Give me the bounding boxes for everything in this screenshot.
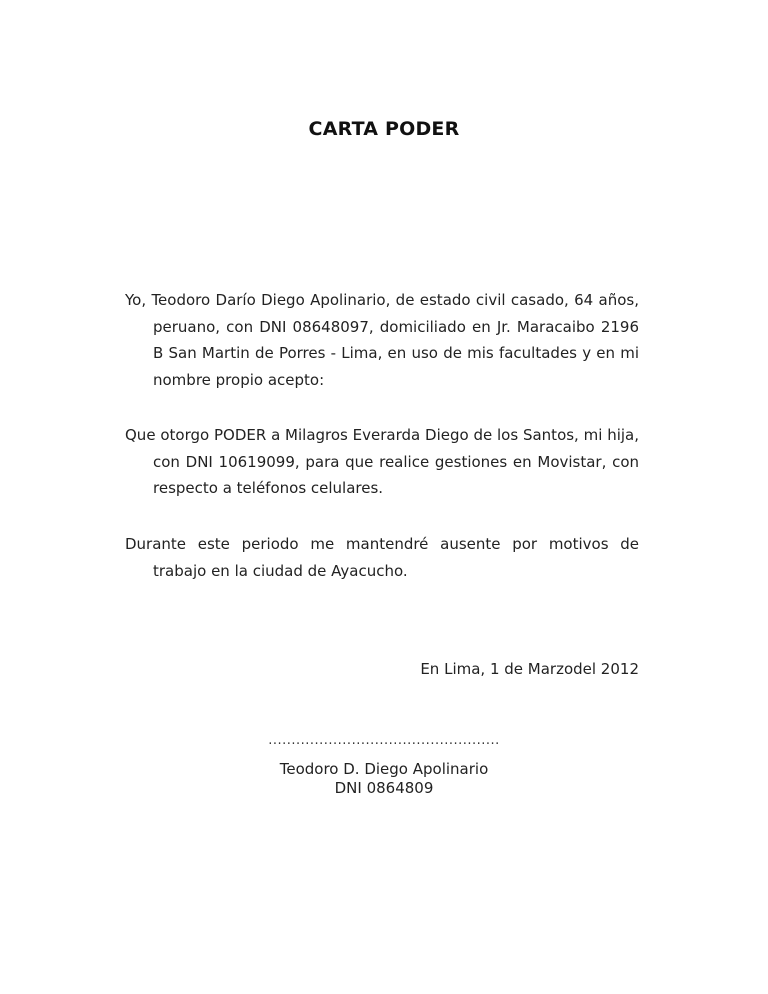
signatory-name: Teodoro D. Diego Apolinario — [279, 760, 489, 778]
paragraph-identity: Yo, Teodoro Darío Diego Apolinario, de estado civil casado, 64 años, peruano, con DNI 08648097, domiciliado en Jr. Maracaibo 2196 B San Martin de Porres - Lima, en uso de mis facultades y en mi nombre propio acepto: — [125, 291, 639, 389]
signatory-dni: DNI 0864809 — [334, 779, 434, 797]
document-title: CARTA PODER — [308, 118, 460, 140]
signature-line: .................................................. — [268, 733, 500, 748]
paragraph-grant-power: Que otorgo PODER a Milagros Everarda Diego de los Santos, mi hija, con DNI 10619099, para que realice gestiones en Movistar, con respecto a teléfonos celulares. — [125, 426, 639, 497]
place-date: En Lima, 1 de Marzodel 2012 — [420, 660, 639, 678]
paragraph-absence: Durante este periodo me mantendré ausente por motivos de trabajo en la ciudad de Ayacucho. — [125, 535, 639, 580]
